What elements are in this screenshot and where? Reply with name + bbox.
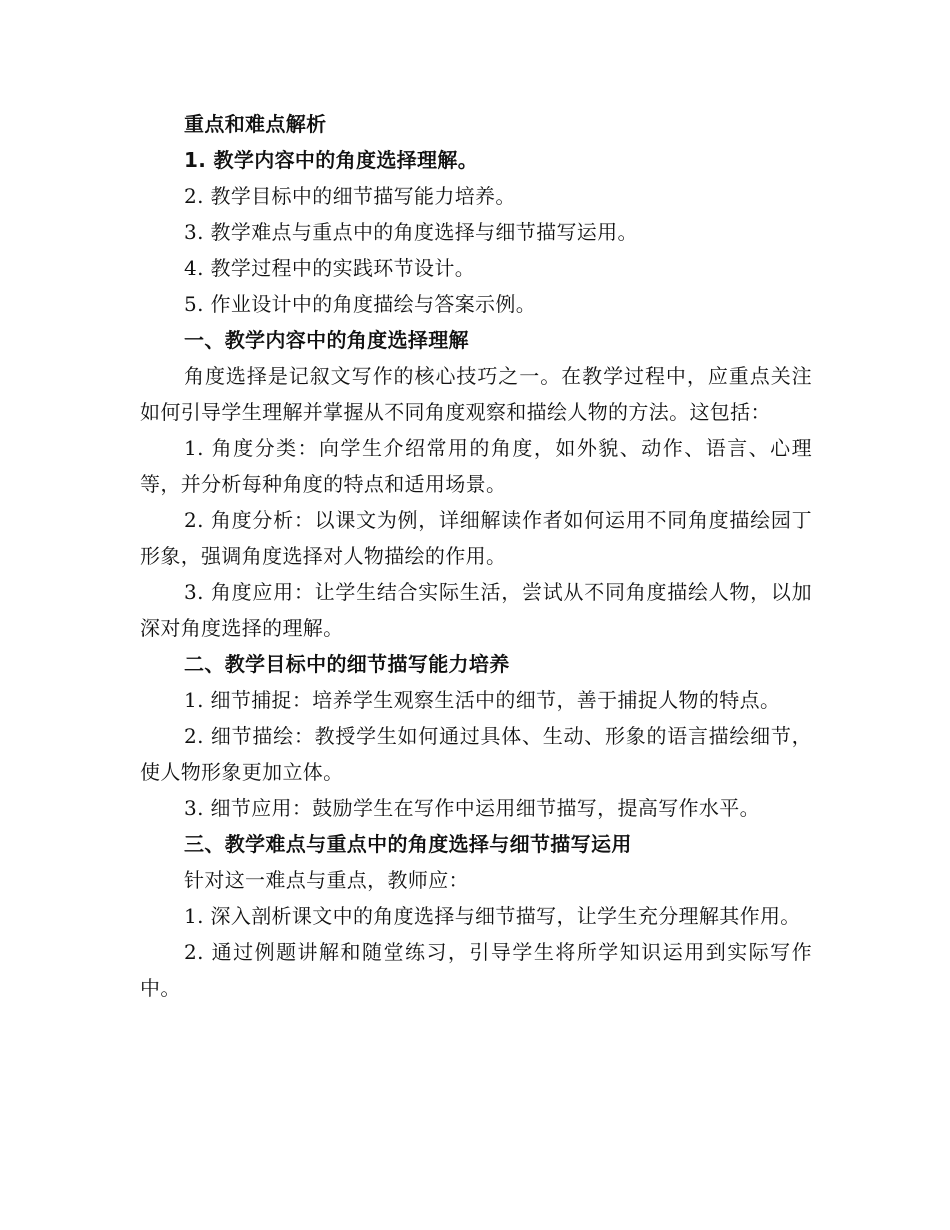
document-page — [140, 106, 812, 1006]
part2-item-1: 1. 细节捕捉：培养学生观察生活中的细节，善于捕捉人物的特点。 — [184, 688, 781, 712]
part3-heading: 三、教学难点与重点中的角度选择与细节描写运用 — [184, 832, 632, 856]
part1-item-3: 3. 角度应用：让学生结合实际生活，尝试从不同角度描绘人物，以加深对角度选择的理解。 — [140, 580, 812, 640]
part1-item-2: 2. 角度分析：以课文为例，详细解读作者如何运用不同角度描绘园丁形象，强调角度选择对人物描绘的作用。 — [140, 508, 812, 568]
part1-item-1: 1. 角度分类：向学生介绍常用的角度，如外貌、动作、语言、心理等，并分析每种角度的特点和适用场景。 — [140, 436, 812, 496]
part1-intro: 角度选择是记叙文写作的核心技巧之一。在教学过程中，应重点关注如何引导学生理解并掌握从不同角度观察和描绘人物的方法。这包括： — [140, 364, 812, 424]
part1-heading: 一、教学内容中的角度选择理解 — [184, 328, 469, 352]
summary-item-4: 4. 教学过程中的实践环节设计。 — [184, 256, 476, 280]
summary-item-1: 1. 教学内容中的角度选择理解。 — [184, 148, 479, 172]
summary-item-5: 5. 作业设计中的角度描绘与答案示例。 — [184, 292, 537, 316]
part2-heading: 二、教学目标中的细节描写能力培养 — [184, 652, 510, 676]
part3-item-2: 2. 通过例题讲解和随堂练习，引导学生将所学知识运用到实际写作中。 — [140, 940, 812, 1000]
part3-intro: 针对这一难点与重点，教师应： — [184, 868, 469, 892]
summary-item-3: 3. 教学难点与重点中的角度选择与细节描写运用。 — [184, 220, 638, 244]
part3-item-1: 1. 深入剖析课文中的角度选择与细节描写，让学生充分理解其作用。 — [184, 904, 801, 928]
part2-item-3: 3. 细节应用：鼓励学生在写作中运用细节描写，提高写作水平。 — [184, 796, 760, 820]
section-title: 重点和难点解析 — [184, 112, 327, 136]
summary-item-2: 2. 教学目标中的细节描写能力培养。 — [184, 184, 516, 208]
part2-item-2: 2. 细节描绘：教授学生如何通过具体、生动、形象的语言描绘细节，使人物形象更加立体。 — [140, 724, 812, 784]
